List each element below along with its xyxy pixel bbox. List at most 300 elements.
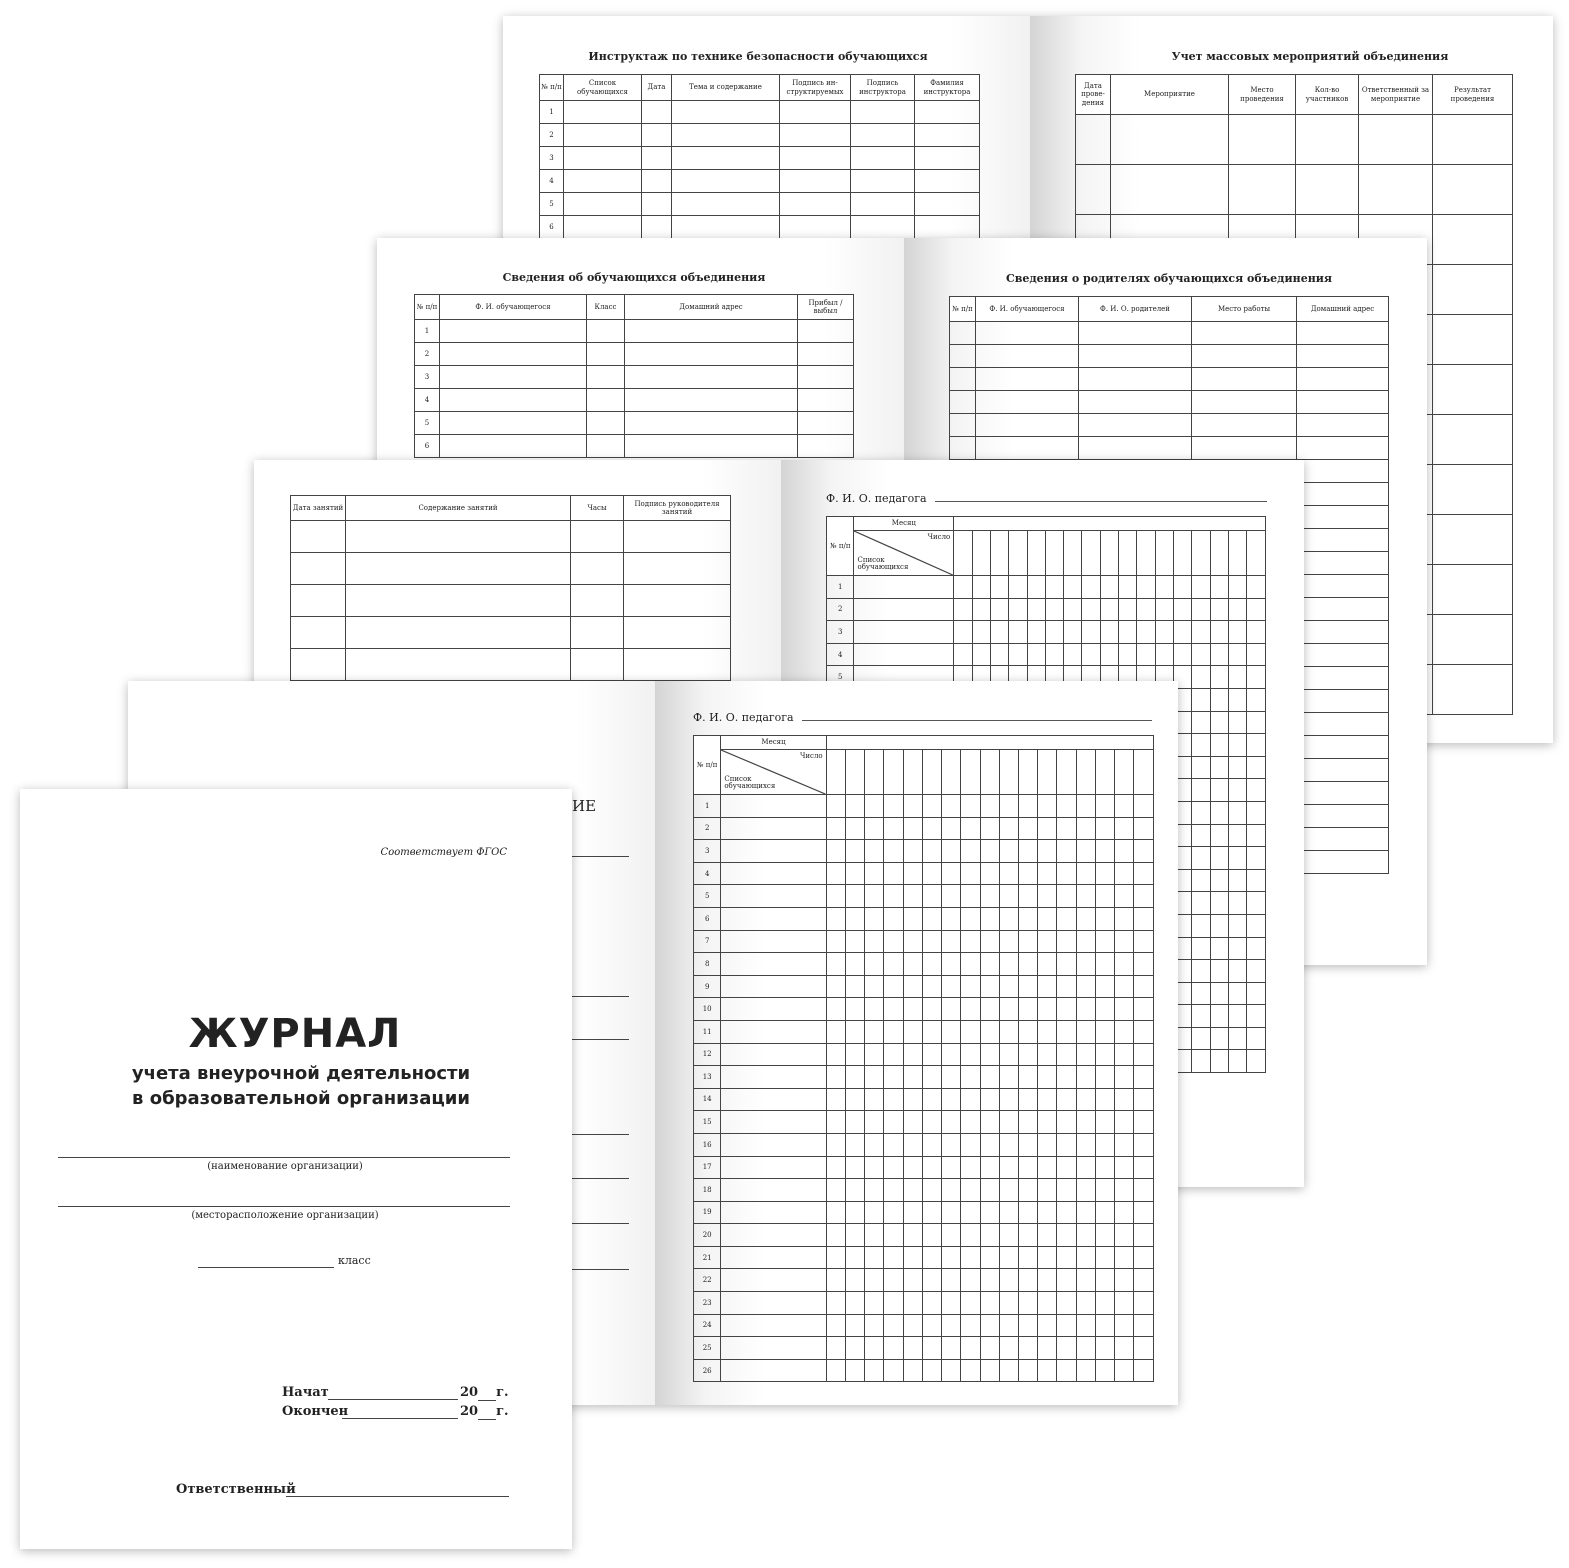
attendance-cell[interactable]	[922, 1111, 941, 1134]
attendance-cell[interactable]	[1057, 1292, 1076, 1315]
attendance-cell[interactable]	[1095, 1020, 1114, 1043]
attendance-cell[interactable]	[1115, 1133, 1134, 1156]
attendance-cell[interactable]	[1210, 847, 1228, 870]
attendance-cell[interactable]	[1119, 621, 1137, 644]
attendance-cell[interactable]	[1228, 937, 1246, 960]
attendance-cell[interactable]	[1115, 840, 1134, 863]
attendance-cell[interactable]	[1134, 1359, 1154, 1382]
attendance-cell[interactable]	[903, 998, 922, 1021]
attendance-cell[interactable]	[845, 1020, 864, 1043]
attendance-cell[interactable]	[865, 1156, 884, 1179]
attendance-cell[interactable]	[1247, 621, 1266, 644]
day-cell[interactable]	[1137, 531, 1155, 576]
attendance-cell[interactable]	[1038, 1314, 1057, 1337]
table-cell[interactable]	[672, 124, 780, 147]
table-cell[interactable]	[1192, 414, 1297, 437]
attendance-cell[interactable]	[999, 1201, 1018, 1224]
table-cell[interactable]	[624, 585, 731, 617]
attendance-cell[interactable]	[1076, 1359, 1095, 1382]
attendance-cell[interactable]	[1115, 1179, 1134, 1202]
attendance-cell[interactable]	[884, 1292, 903, 1315]
day-cell[interactable]	[980, 750, 999, 795]
attendance-cell[interactable]	[1192, 779, 1210, 802]
attendance-cell[interactable]	[1134, 930, 1154, 953]
table-cell[interactable]	[672, 147, 780, 170]
attendance-cell[interactable]	[922, 885, 941, 908]
attendance-cell[interactable]	[1228, 1050, 1246, 1073]
attendance-cell[interactable]	[961, 795, 980, 818]
attendance-cell[interactable]	[1210, 892, 1228, 915]
table-cell[interactable]	[625, 320, 798, 343]
attendance-cell[interactable]	[1064, 621, 1082, 644]
table-cell[interactable]	[624, 649, 731, 681]
attendance-cell[interactable]	[1064, 576, 1082, 599]
student-name-cell[interactable]	[721, 1224, 826, 1247]
attendance-cell[interactable]	[826, 1020, 845, 1043]
attendance-cell[interactable]	[845, 907, 864, 930]
attendance-cell[interactable]	[1095, 1269, 1114, 1292]
attendance-cell[interactable]	[1192, 576, 1210, 599]
table-cell[interactable]	[346, 553, 571, 585]
attendance-cell[interactable]	[1057, 1088, 1076, 1111]
table-cell[interactable]	[851, 193, 915, 216]
table-cell[interactable]	[571, 617, 624, 649]
attendance-cell[interactable]	[1134, 907, 1154, 930]
attendance-cell[interactable]	[1210, 824, 1228, 847]
attendance-cell[interactable]	[961, 1043, 980, 1066]
attendance-cell[interactable]	[1095, 840, 1114, 863]
attendance-cell[interactable]	[961, 1020, 980, 1043]
table-cell[interactable]	[1296, 165, 1359, 215]
attendance-cell[interactable]	[1045, 576, 1063, 599]
attendance-cell[interactable]	[1057, 1269, 1076, 1292]
attendance-cell[interactable]	[845, 930, 864, 953]
table-cell[interactable]	[1433, 565, 1513, 615]
attendance-cell[interactable]	[1134, 1043, 1154, 1066]
table-cell[interactable]	[1433, 215, 1513, 265]
attendance-cell[interactable]	[1019, 1133, 1038, 1156]
attendance-cell[interactable]	[1247, 576, 1266, 599]
attendance-cell[interactable]	[980, 1020, 999, 1043]
attendance-cell[interactable]	[1134, 1292, 1154, 1315]
attendance-cell[interactable]	[1095, 1224, 1114, 1247]
attendance-cell[interactable]	[1076, 862, 1095, 885]
table-cell[interactable]	[1433, 365, 1513, 415]
attendance-cell[interactable]	[1095, 975, 1114, 998]
attendance-cell[interactable]	[980, 1246, 999, 1269]
attendance-cell[interactable]	[1228, 666, 1246, 689]
attendance-cell[interactable]	[1115, 930, 1134, 953]
table-cell[interactable]	[915, 216, 980, 239]
day-cell[interactable]	[884, 750, 903, 795]
attendance-cell[interactable]	[845, 975, 864, 998]
attendance-cell[interactable]	[884, 840, 903, 863]
table-cell[interactable]	[1433, 415, 1513, 465]
attendance-cell[interactable]	[1019, 817, 1038, 840]
attendance-cell[interactable]	[1057, 840, 1076, 863]
attendance-cell[interactable]	[1247, 598, 1266, 621]
table-cell[interactable]	[798, 366, 854, 389]
attendance-cell[interactable]	[1057, 885, 1076, 908]
attendance-cell[interactable]	[942, 930, 961, 953]
blank-line[interactable]	[572, 1223, 629, 1224]
attendance-cell[interactable]	[1210, 914, 1228, 937]
attendance-cell[interactable]	[1076, 1043, 1095, 1066]
attendance-cell[interactable]	[826, 1269, 845, 1292]
attendance-cell[interactable]	[1057, 953, 1076, 976]
student-name-cell[interactable]	[721, 1133, 826, 1156]
attendance-cell[interactable]	[845, 840, 864, 863]
table-cell[interactable]	[571, 585, 624, 617]
attendance-cell[interactable]	[961, 1359, 980, 1382]
attendance-cell[interactable]	[1057, 930, 1076, 953]
attendance-cell[interactable]	[1027, 598, 1045, 621]
attendance-cell[interactable]	[999, 1179, 1018, 1202]
student-name-cell[interactable]	[721, 1201, 826, 1224]
attendance-cell[interactable]	[1210, 621, 1228, 644]
table-cell[interactable]	[1076, 165, 1111, 215]
attendance-cell[interactable]	[1057, 795, 1076, 818]
attendance-cell[interactable]	[1115, 1156, 1134, 1179]
attendance-cell[interactable]	[1228, 801, 1246, 824]
attendance-cell[interactable]	[884, 1314, 903, 1337]
table-cell[interactable]	[780, 124, 851, 147]
attendance-cell[interactable]	[922, 907, 941, 930]
attendance-cell[interactable]	[1115, 975, 1134, 998]
attendance-cell[interactable]	[1192, 1005, 1210, 1028]
attendance-cell[interactable]	[845, 1359, 864, 1382]
attendance-cell[interactable]	[990, 576, 1008, 599]
table-cell[interactable]	[291, 553, 346, 585]
table-cell[interactable]	[1297, 345, 1389, 368]
attendance-cell[interactable]	[884, 885, 903, 908]
table-cell[interactable]	[780, 193, 851, 216]
attendance-cell[interactable]	[1134, 817, 1154, 840]
attendance-cell[interactable]	[1210, 711, 1228, 734]
attendance-cell[interactable]	[1076, 1133, 1095, 1156]
table-cell[interactable]	[291, 521, 346, 553]
attendance-cell[interactable]	[826, 1088, 845, 1111]
attendance-cell[interactable]	[865, 930, 884, 953]
attendance-cell[interactable]	[1228, 688, 1246, 711]
attendance-cell[interactable]	[1057, 907, 1076, 930]
attendance-cell[interactable]	[1057, 1201, 1076, 1224]
day-cell[interactable]	[990, 531, 1008, 576]
table-cell[interactable]	[1192, 368, 1297, 391]
attendance-cell[interactable]	[1119, 598, 1137, 621]
attendance-cell[interactable]	[1192, 801, 1210, 824]
attendance-cell[interactable]	[1076, 1246, 1095, 1269]
attendance-cell[interactable]	[865, 1066, 884, 1089]
attendance-cell[interactable]	[1076, 1066, 1095, 1089]
attendance-cell[interactable]	[1119, 643, 1137, 666]
attendance-cell[interactable]	[1210, 1050, 1228, 1073]
attendance-cell[interactable]	[1064, 598, 1082, 621]
attendance-cell[interactable]	[961, 953, 980, 976]
student-name-cell[interactable]	[721, 817, 826, 840]
attendance-cell[interactable]	[1019, 1292, 1038, 1315]
attendance-cell[interactable]	[903, 1337, 922, 1360]
attendance-cell[interactable]	[1210, 869, 1228, 892]
attendance-cell[interactable]	[1019, 1337, 1038, 1360]
table-cell[interactable]	[291, 585, 346, 617]
attendance-cell[interactable]	[884, 795, 903, 818]
attendance-cell[interactable]	[1134, 953, 1154, 976]
attendance-cell[interactable]	[1019, 1224, 1038, 1247]
attendance-cell[interactable]	[1100, 576, 1118, 599]
attendance-cell[interactable]	[1210, 734, 1228, 757]
attendance-cell[interactable]	[1228, 869, 1246, 892]
attendance-cell[interactable]	[1019, 795, 1038, 818]
table-cell[interactable]	[587, 320, 625, 343]
attendance-cell[interactable]	[1115, 1020, 1134, 1043]
attendance-cell[interactable]	[922, 1066, 941, 1089]
table-cell[interactable]	[625, 366, 798, 389]
attendance-cell[interactable]	[865, 1020, 884, 1043]
attendance-cell[interactable]	[1095, 795, 1114, 818]
day-cell[interactable]	[1009, 531, 1027, 576]
attendance-cell[interactable]	[865, 1179, 884, 1202]
attendance-cell[interactable]	[922, 1179, 941, 1202]
table-cell[interactable]	[642, 170, 672, 193]
table-cell[interactable]	[291, 649, 346, 681]
attendance-cell[interactable]	[1076, 1337, 1095, 1360]
attendance-cell[interactable]	[1247, 666, 1266, 689]
attendance-cell[interactable]	[942, 1043, 961, 1066]
attendance-cell[interactable]	[961, 998, 980, 1021]
day-cell[interactable]	[1100, 531, 1118, 576]
attendance-cell[interactable]	[961, 1066, 980, 1089]
attendance-cell[interactable]	[1095, 1133, 1114, 1156]
student-name-cell[interactable]	[854, 643, 954, 666]
table-cell[interactable]	[976, 437, 1079, 460]
table-cell[interactable]	[625, 389, 798, 412]
table-cell[interactable]	[1297, 690, 1389, 713]
attendance-cell[interactable]	[884, 1020, 903, 1043]
attendance-cell[interactable]	[826, 1314, 845, 1337]
day-cell[interactable]	[1210, 531, 1228, 576]
attendance-cell[interactable]	[826, 975, 845, 998]
attendance-cell[interactable]	[1038, 998, 1057, 1021]
attendance-cell[interactable]	[990, 621, 1008, 644]
table-cell[interactable]	[625, 343, 798, 366]
table-cell[interactable]	[1079, 437, 1192, 460]
attendance-cell[interactable]	[1134, 1224, 1154, 1247]
student-name-cell[interactable]	[721, 1337, 826, 1360]
attendance-cell[interactable]	[1247, 960, 1266, 983]
attendance-cell[interactable]	[972, 598, 990, 621]
attendance-cell[interactable]	[942, 840, 961, 863]
day-cell[interactable]	[1134, 750, 1154, 795]
attendance-cell[interactable]	[1155, 621, 1173, 644]
student-name-cell[interactable]	[721, 1269, 826, 1292]
attendance-cell[interactable]	[1057, 1246, 1076, 1269]
attendance-cell[interactable]	[884, 1111, 903, 1134]
table-cell[interactable]	[1297, 851, 1389, 874]
attendance-cell[interactable]	[999, 975, 1018, 998]
attendance-cell[interactable]	[1210, 1027, 1228, 1050]
attendance-cell[interactable]	[1076, 953, 1095, 976]
attendance-cell[interactable]	[1076, 1156, 1095, 1179]
attendance-cell[interactable]	[1019, 1269, 1038, 1292]
teacher-name-line[interactable]	[802, 719, 1152, 721]
attendance-cell[interactable]	[1192, 914, 1210, 937]
attendance-cell[interactable]	[903, 1133, 922, 1156]
day-cell[interactable]	[942, 750, 961, 795]
attendance-cell[interactable]	[1038, 953, 1057, 976]
attendance-cell[interactable]	[845, 1179, 864, 1202]
table-cell[interactable]	[672, 193, 780, 216]
attendance-cell[interactable]	[826, 1359, 845, 1382]
student-name-cell[interactable]	[721, 795, 826, 818]
table-cell[interactable]	[798, 320, 854, 343]
attendance-cell[interactable]	[1038, 975, 1057, 998]
attendance-cell[interactable]	[865, 1246, 884, 1269]
attendance-cell[interactable]	[1076, 930, 1095, 953]
attendance-cell[interactable]	[826, 885, 845, 908]
attendance-cell[interactable]	[865, 1224, 884, 1247]
table-cell[interactable]	[1297, 552, 1389, 575]
table-cell[interactable]	[1297, 667, 1389, 690]
attendance-cell[interactable]	[1009, 621, 1027, 644]
attendance-cell[interactable]	[1009, 598, 1027, 621]
attendance-cell[interactable]	[1174, 598, 1192, 621]
attendance-cell[interactable]	[1045, 621, 1063, 644]
student-name-cell[interactable]	[721, 1179, 826, 1202]
attendance-cell[interactable]	[1095, 885, 1114, 908]
day-cell[interactable]	[1082, 531, 1100, 576]
table-cell[interactable]	[1192, 391, 1297, 414]
day-cell[interactable]	[1045, 531, 1063, 576]
attendance-cell[interactable]	[922, 1156, 941, 1179]
attendance-cell[interactable]	[884, 998, 903, 1021]
blank-line[interactable]	[572, 1269, 629, 1270]
attendance-cell[interactable]	[884, 953, 903, 976]
attendance-cell[interactable]	[865, 975, 884, 998]
attendance-cell[interactable]	[961, 1337, 980, 1360]
attendance-cell[interactable]	[999, 998, 1018, 1021]
attendance-cell[interactable]	[980, 930, 999, 953]
attendance-cell[interactable]	[903, 1359, 922, 1382]
attendance-cell[interactable]	[1027, 576, 1045, 599]
attendance-cell[interactable]	[922, 1246, 941, 1269]
attendance-cell[interactable]	[1057, 975, 1076, 998]
attendance-cell[interactable]	[1019, 1156, 1038, 1179]
attendance-cell[interactable]	[865, 840, 884, 863]
attendance-cell[interactable]	[1076, 998, 1095, 1021]
attendance-cell[interactable]	[1192, 1027, 1210, 1050]
attendance-cell[interactable]	[922, 1201, 941, 1224]
attendance-cell[interactable]	[1057, 862, 1076, 885]
table-cell[interactable]	[587, 389, 625, 412]
student-name-cell[interactable]	[721, 975, 826, 998]
attendance-cell[interactable]	[961, 1292, 980, 1315]
attendance-cell[interactable]	[1247, 688, 1266, 711]
attendance-cell[interactable]	[903, 1201, 922, 1224]
attendance-cell[interactable]	[1045, 643, 1063, 666]
attendance-cell[interactable]	[1210, 688, 1228, 711]
attendance-cell[interactable]	[826, 1066, 845, 1089]
attendance-cell[interactable]	[1019, 1088, 1038, 1111]
attendance-cell[interactable]	[980, 1201, 999, 1224]
table-cell[interactable]	[915, 124, 980, 147]
attendance-cell[interactable]	[922, 1359, 941, 1382]
table-cell[interactable]	[1297, 414, 1389, 437]
attendance-cell[interactable]	[826, 840, 845, 863]
attendance-cell[interactable]	[865, 1269, 884, 1292]
table-cell[interactable]	[1296, 115, 1359, 165]
attendance-cell[interactable]	[1019, 1043, 1038, 1066]
attendance-cell[interactable]	[826, 1201, 845, 1224]
attendance-cell[interactable]	[1247, 734, 1266, 757]
attendance-cell[interactable]	[1057, 1066, 1076, 1089]
attendance-cell[interactable]	[1009, 643, 1027, 666]
attendance-cell[interactable]	[1228, 960, 1246, 983]
day-cell[interactable]	[903, 750, 922, 795]
attendance-cell[interactable]	[884, 1269, 903, 1292]
table-cell[interactable]	[440, 343, 587, 366]
table-cell[interactable]	[564, 101, 642, 124]
attendance-cell[interactable]	[1228, 982, 1246, 1005]
attendance-cell[interactable]	[1076, 907, 1095, 930]
day-cell[interactable]	[954, 531, 972, 576]
attendance-cell[interactable]	[1247, 1027, 1266, 1050]
table-cell[interactable]	[346, 585, 571, 617]
attendance-cell[interactable]	[865, 1292, 884, 1315]
attendance-cell[interactable]	[922, 1292, 941, 1315]
attendance-cell[interactable]	[1057, 1337, 1076, 1360]
attendance-cell[interactable]	[1095, 862, 1114, 885]
attendance-cell[interactable]	[1038, 840, 1057, 863]
attendance-cell[interactable]	[1095, 817, 1114, 840]
student-name-cell[interactable]	[721, 1111, 826, 1134]
attendance-cell[interactable]	[884, 862, 903, 885]
attendance-cell[interactable]	[999, 1133, 1018, 1156]
attendance-cell[interactable]	[845, 1201, 864, 1224]
attendance-cell[interactable]	[1076, 1020, 1095, 1043]
table-cell[interactable]	[564, 216, 642, 239]
attendance-cell[interactable]	[1228, 734, 1246, 757]
day-cell[interactable]	[1064, 531, 1082, 576]
attendance-cell[interactable]	[961, 1314, 980, 1337]
attendance-cell[interactable]	[954, 576, 972, 599]
table-cell[interactable]	[851, 147, 915, 170]
student-name-cell[interactable]	[721, 1359, 826, 1382]
attendance-cell[interactable]	[865, 885, 884, 908]
table-cell[interactable]	[1433, 515, 1513, 565]
attendance-cell[interactable]	[1192, 734, 1210, 757]
student-name-cell[interactable]	[721, 1314, 826, 1337]
attendance-cell[interactable]	[865, 1133, 884, 1156]
day-cell[interactable]	[1038, 750, 1057, 795]
attendance-cell[interactable]	[1076, 1179, 1095, 1202]
student-name-cell[interactable]	[854, 576, 954, 599]
attendance-cell[interactable]	[884, 907, 903, 930]
attendance-cell[interactable]	[1115, 1111, 1134, 1134]
attendance-cell[interactable]	[903, 907, 922, 930]
attendance-cell[interactable]	[845, 1088, 864, 1111]
table-cell[interactable]	[624, 521, 731, 553]
table-cell[interactable]	[1297, 529, 1389, 552]
attendance-cell[interactable]	[1082, 576, 1100, 599]
attendance-cell[interactable]	[1192, 688, 1210, 711]
attendance-cell[interactable]	[972, 621, 990, 644]
table-cell[interactable]	[851, 124, 915, 147]
attendance-cell[interactable]	[942, 1337, 961, 1360]
attendance-cell[interactable]	[942, 998, 961, 1021]
attendance-cell[interactable]	[903, 1088, 922, 1111]
table-cell[interactable]	[1297, 759, 1389, 782]
